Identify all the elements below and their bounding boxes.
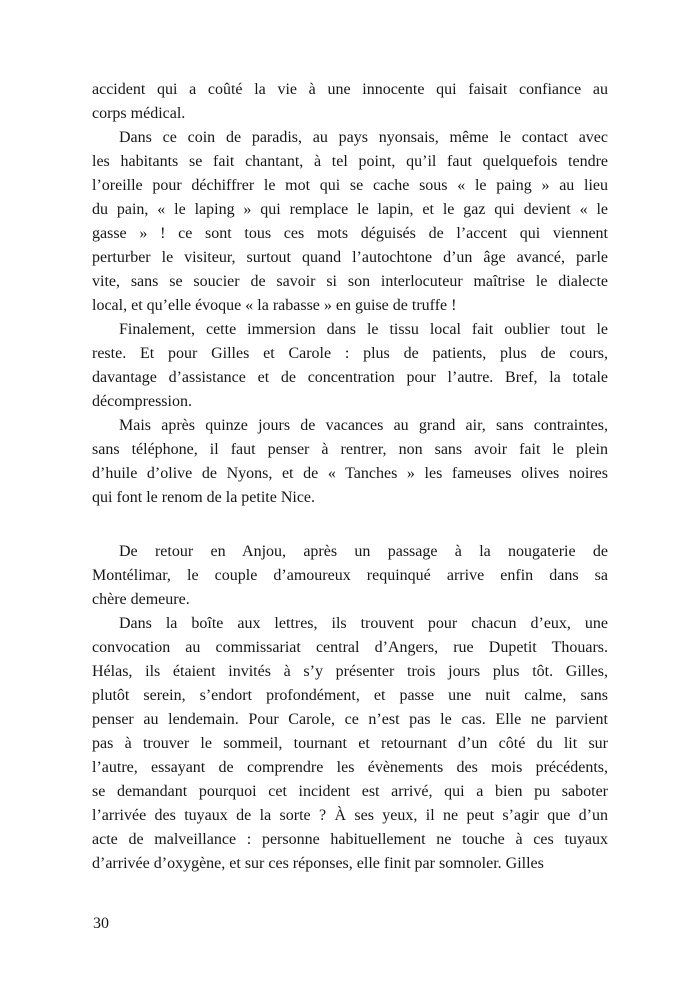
text-line: plutôt serein, s’endort profondément, et passe une nuit calme, sans — [92, 687, 608, 704]
text-line: gasse » ! ce sont tous ces mots déguisés de l’accent qui viennent — [92, 225, 608, 242]
page-text — [92, 78, 608, 876]
text-line: l’autre, essayant de comprendre les évènements des mois précédents, — [92, 759, 608, 776]
text-line: du pain, « le laping » qui remplace le lapin, et le gaz qui devient « le — [92, 201, 608, 218]
text-line: convocation au commissariat central d’Angers, rue Dupetit Thouars. — [92, 639, 608, 656]
text-line: vite, sans se soucier de savoir si son interlocuteur maîtrise le dialecte — [92, 273, 608, 290]
text-line: décompression. — [92, 393, 192, 410]
page-number: 30 — [93, 915, 109, 932]
text-line: reste. Et pour Gilles et Carole : plus de patients, plus de cours, — [92, 345, 608, 362]
text-line: De retour en Anjou, après un passage à la nougaterie de — [119, 543, 608, 560]
text-line: Dans la boîte aux lettres, ils trouvent pour chacun d’eux, une — [119, 615, 608, 632]
paragraph — [92, 414, 608, 510]
text-line: sans téléphone, il faut penser à rentrer, non sans avoir fait le plein — [92, 441, 608, 458]
paragraph — [92, 540, 608, 612]
text-line: accident qui a coûté la vie à une innocente qui faisait confiance au — [92, 81, 608, 98]
text-line: local, et qu’elle évoque « la rabasse » en guise de truffe ! — [92, 297, 457, 314]
paragraph — [92, 318, 608, 414]
text-line: se demandant pourquoi cet incident est arrivé, qui a bien pu saboter — [92, 783, 608, 800]
text-line: l’arrivée des tuyaux de la sorte ? À ses yeux, il ne peut s’agir que d’un — [92, 807, 608, 824]
paragraph — [92, 126, 608, 318]
text-line: pas à trouver le sommeil, tournant et retournant d’un côté du lit sur — [92, 735, 608, 752]
text-line: Hélas, ils étaient invités à s’y présenter trois jours plus tôt. Gilles, — [92, 663, 608, 680]
text-line: chère demeure. — [92, 591, 190, 608]
text-line: d’arrivée d’oxygène, et sur ces réponses, elle finit par somnoler. Gilles — [92, 855, 544, 872]
text-line: penser au lendemain. Pour Carole, ce n’est pas le cas. Elle ne parvient — [92, 711, 608, 728]
text-line: Finalement, cette immersion dans le tissu local fait oublier tout le — [119, 321, 608, 338]
text-line: acte de malveillance : personne habituellement ne touche à ces tuyaux — [92, 831, 608, 848]
text-line: l’oreille pour déchiffrer le mot qui se cache sous « le paing » au lieu — [92, 177, 608, 194]
paragraph — [92, 78, 608, 126]
text-line: d’huile d’olive de Nyons, et de « Tanches » les fameuses olives noires — [92, 465, 608, 482]
text-line: Dans ce coin de paradis, au pays nyonsais, même le contact avec — [119, 129, 608, 146]
text-line: qui font le renom de la petite Nice. — [92, 489, 316, 506]
text-line: Montélimar, le couple d’amoureux requinqué arrive enfin dans sa — [92, 567, 608, 584]
text-line: perturber le visiteur, surtout quand l’autochtone d’un âge avancé, parle — [92, 249, 608, 266]
text-line: davantage d’assistance et de concentration pour l’autre. Bref, la totale — [92, 369, 608, 386]
paragraph — [92, 612, 608, 876]
text-line: corps médical. — [92, 105, 186, 122]
text-line: Mais après quinze jours de vacances au grand air, sans contraintes, — [119, 417, 608, 434]
text-line: les habitants se fait chantant, à tel point, qu’il faut quelquefois tendre — [92, 153, 608, 170]
